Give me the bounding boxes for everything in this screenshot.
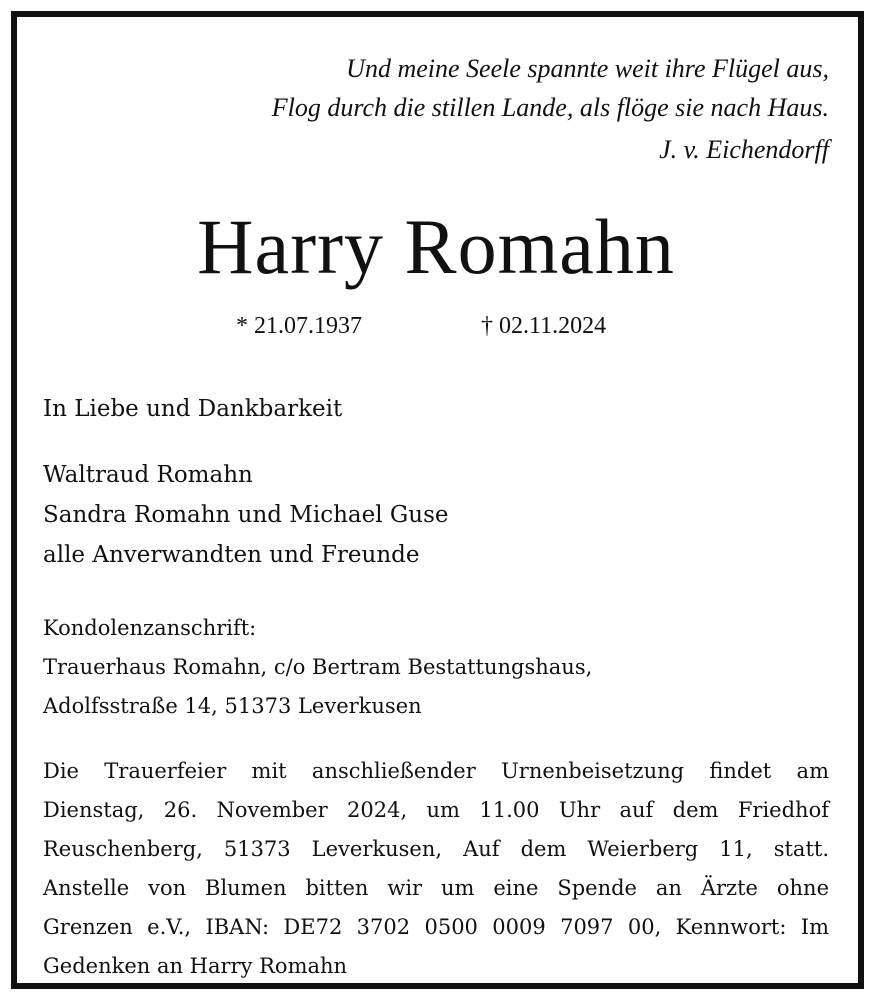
condolence-line: Adolfsstraße 14, 51373 Leverkusen bbox=[43, 694, 422, 718]
obituary-frame bbox=[11, 11, 864, 989]
condolence-address bbox=[43, 609, 829, 726]
ceremony-line: Die Trauerfeier mit anschließender Urnenbeisetzung findet am bbox=[43, 759, 829, 783]
mourner-name: alle Anverwandten und Freunde bbox=[43, 542, 420, 568]
ceremony-line: Reuschenberg, 51373 Leverkusen, Auf dem Weierberg 11, statt. bbox=[43, 837, 829, 861]
dedication bbox=[43, 389, 829, 429]
ceremony-line: Grenzen e.V., IBAN: DE72 3702 0500 0009 7097 00, Kennwort: Im bbox=[43, 915, 829, 939]
birth-date: * 21.07.1937 bbox=[236, 313, 362, 339]
obituary-content bbox=[43, 17, 829, 983]
mourner-name: Sandra Romahn und Michael Guse bbox=[43, 502, 449, 528]
ceremony-line: Gedenken an Harry Romahn bbox=[43, 954, 348, 978]
ceremony-notice bbox=[43, 752, 829, 986]
dedication-text: In Liebe und Dankbarkeit bbox=[43, 396, 343, 422]
condolence-label: Kondolenzanschrift: bbox=[43, 616, 257, 640]
mourners-list bbox=[43, 455, 829, 575]
ceremony-line: Dienstag, 26. November 2024, um 11.00 Uhr auf dem Friedhof bbox=[43, 798, 829, 822]
quote-author: J. v. Eichendorff bbox=[659, 135, 829, 164]
quote-line: Flog durch die stillen Lande, als flöge sie nach Haus. bbox=[271, 93, 829, 122]
condolence-line: Trauerhaus Romahn, c/o Bertram Bestattungshaus, bbox=[43, 655, 593, 679]
quote-line: Und meine Seele spannte weit ihre Flügel aus, bbox=[346, 54, 829, 83]
deceased-name: Harry Romahn bbox=[197, 203, 675, 290]
ceremony-line: Anstelle von Blumen bitten wir um eine Spende an Ärzte ohne bbox=[43, 876, 829, 900]
death-date: † 02.11.2024 bbox=[481, 313, 607, 339]
mourner-name: Waltraud Romahn bbox=[43, 462, 253, 488]
poem-quote bbox=[272, 49, 829, 169]
